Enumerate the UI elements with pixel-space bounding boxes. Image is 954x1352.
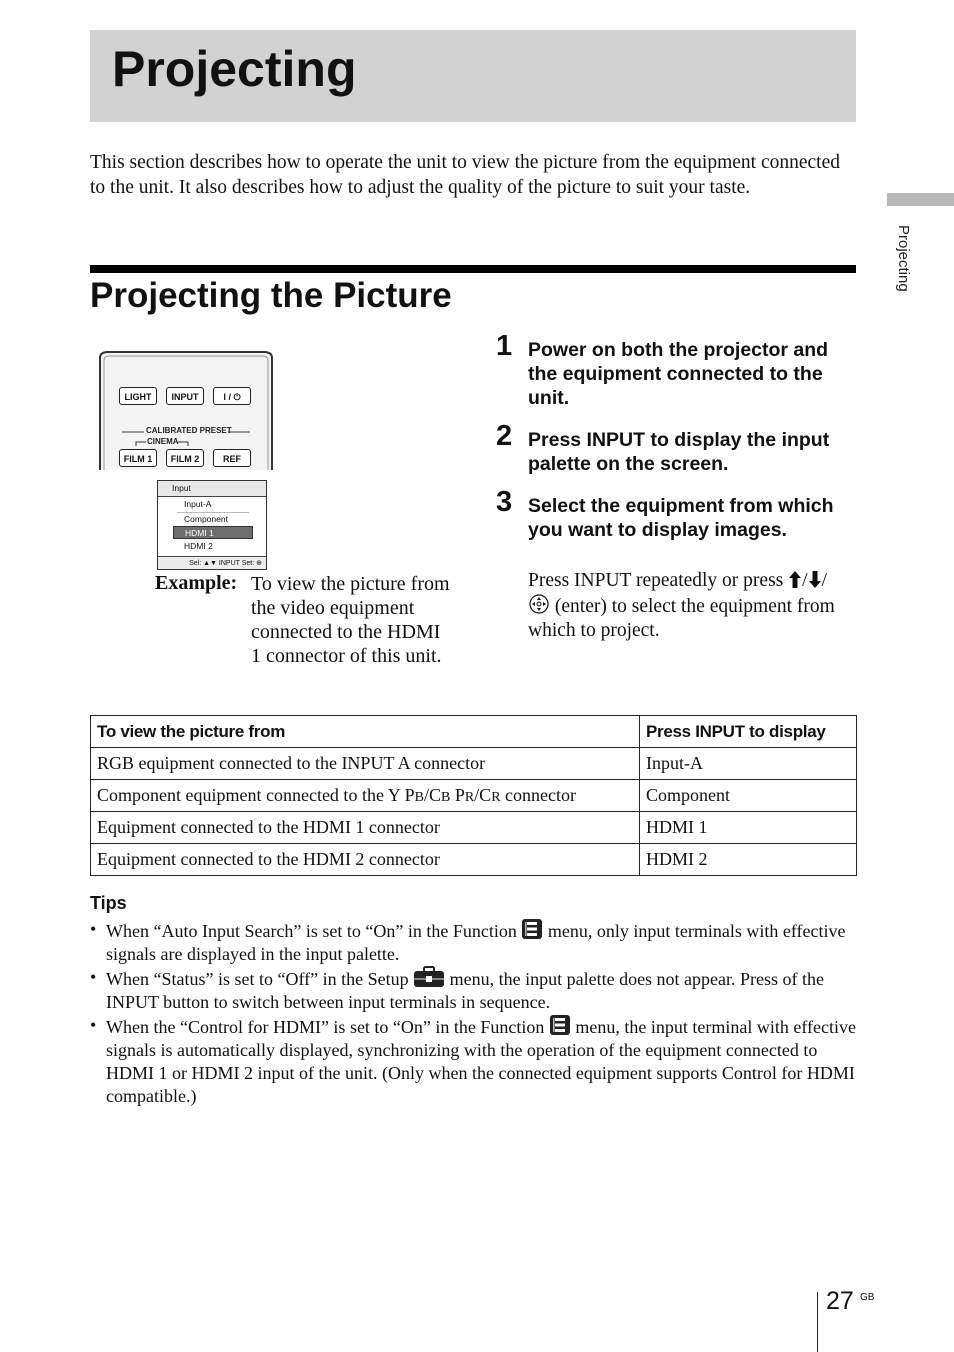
component-text-3: P bbox=[450, 785, 465, 805]
component-text-pb: B bbox=[414, 790, 424, 805]
list-item bbox=[90, 1014, 860, 1108]
table-row bbox=[91, 844, 857, 876]
component-text-2: /C bbox=[423, 785, 441, 805]
table-cell-display: Input-A bbox=[640, 748, 857, 780]
arrow-down-icon bbox=[808, 570, 822, 589]
input-source-table bbox=[90, 715, 857, 876]
tips-list bbox=[90, 918, 860, 1108]
list-item bbox=[90, 918, 860, 966]
tip-text-after: menu, only input terminals with effective signals are displayed in the input palette. bbox=[106, 921, 846, 964]
page-number: 27 bbox=[826, 1287, 854, 1315]
palette-item-hdmi2: HDMI 2 bbox=[184, 541, 213, 551]
input-palette-illustration bbox=[157, 480, 267, 570]
example-text: To view the picture from the video equipment connected to the HDMI 1 connector of this unit. bbox=[251, 573, 450, 667]
function-menu-icon bbox=[521, 918, 543, 940]
table-header-row bbox=[91, 716, 857, 748]
step-1-title: Power on both the projector and the equipment connected to the unit. bbox=[528, 339, 829, 409]
remote-power-button: I / ⏻ bbox=[213, 387, 251, 405]
component-text-cr: R bbox=[491, 790, 501, 805]
step-3-number: 3 bbox=[496, 486, 513, 518]
table-header-display: Press INPUT to display bbox=[640, 716, 857, 748]
remote-light-button: LIGHT bbox=[119, 387, 157, 405]
step-3-slash-2: / bbox=[821, 570, 827, 591]
list-item bbox=[90, 966, 860, 1014]
section-rule bbox=[90, 265, 856, 273]
step-1-number: 1 bbox=[496, 330, 513, 362]
component-text-4: /C bbox=[474, 785, 492, 805]
table-cell-display: HDMI 1 bbox=[640, 812, 857, 844]
remote-calibrated-preset-label: CALIBRATED PRESET bbox=[146, 426, 232, 435]
page-title: Projecting bbox=[112, 41, 357, 97]
arrow-up-icon bbox=[788, 570, 802, 589]
setup-menu-icon bbox=[413, 966, 445, 988]
remote-cinema-label: CINEMA bbox=[147, 437, 179, 446]
table-row bbox=[91, 748, 857, 780]
component-text-cb: B bbox=[440, 790, 451, 805]
table-header-source: To view the picture from bbox=[91, 716, 640, 748]
tip-text-after: menu, the input terminal with effective signals is automatically displayed, synchronizing with the operation of the equipment connected to HDMI 1 or HDMI 2 input of the unit. (Only when the connected equipment supports Control for HDMI compatible.) bbox=[106, 1017, 857, 1106]
example-label: Example: bbox=[155, 572, 238, 594]
table-cell-source: Equipment connected to the HDMI 1 connector bbox=[91, 812, 640, 844]
tip-text-before: When “Auto Input Search” is set to “On” in the Function bbox=[106, 921, 522, 941]
palette-item-hdmi1-selected: HDMI 1 bbox=[173, 526, 253, 539]
component-text-1: Component equipment connected to the Y P bbox=[97, 785, 415, 805]
tip-text-before: When the “Control for HDMI” is set to “On” in the Function bbox=[106, 1017, 549, 1037]
side-tab-marker bbox=[887, 193, 954, 206]
component-text-pr: R bbox=[464, 790, 475, 805]
remote-input-button: INPUT bbox=[166, 387, 204, 405]
function-menu-icon bbox=[549, 1014, 571, 1036]
step-2-title: Press INPUT to display the input palette on the screen. bbox=[528, 429, 830, 475]
step-3-body bbox=[528, 569, 863, 643]
step-3-body-text-1: Press INPUT repeatedly or press bbox=[528, 570, 789, 591]
component-text-5: connector bbox=[500, 785, 576, 805]
bullet: • bbox=[90, 919, 97, 939]
palette-header: Input bbox=[158, 481, 266, 497]
remote-ref-button: REF bbox=[213, 449, 251, 467]
palette-item-component: Component bbox=[184, 514, 228, 524]
page-region-code: GB bbox=[860, 1292, 875, 1303]
side-section-label: Projecting bbox=[895, 225, 912, 292]
enter-button-icon bbox=[528, 593, 550, 615]
palette-item-input-a: Input-A bbox=[184, 499, 212, 509]
tips-heading: Tips bbox=[90, 893, 127, 913]
step-2-number: 2 bbox=[496, 420, 513, 452]
step-3-slash-1: / bbox=[802, 570, 808, 591]
table-cell-source bbox=[91, 780, 640, 812]
table-cell-source: RGB equipment connected to the INPUT A connector bbox=[91, 748, 640, 780]
intro-paragraph: This section describes how to operate the unit to view the picture from the equipment connected to the unit. It also describes how to adjust the quality of the picture to suit your taste. bbox=[90, 152, 840, 198]
table-row bbox=[91, 812, 857, 844]
tip-text-after: menu, the input palette does not appear. Press of the INPUT button to switch between input terminals in sequence. bbox=[106, 969, 825, 1012]
step-3-body-text-2: (enter) to select the equipment from which to project. bbox=[528, 596, 835, 641]
remote-control-illustration bbox=[98, 350, 274, 470]
table-cell-display: Component bbox=[640, 780, 857, 812]
remote-film1-button: FILM 1 bbox=[119, 449, 157, 467]
remote-film2-button: FILM 2 bbox=[166, 449, 204, 467]
palette-footer: Sel: ▲▼ INPUT Set: ⊕ bbox=[158, 556, 266, 569]
table-cell-display: HDMI 2 bbox=[640, 844, 857, 876]
table-row bbox=[91, 780, 857, 812]
table-cell-source: Equipment connected to the HDMI 2 connector bbox=[91, 844, 640, 876]
step-3-title: Select the equipment from which you want to display images. bbox=[528, 495, 834, 541]
page-number-rule bbox=[817, 1292, 818, 1352]
bullet: • bbox=[90, 967, 97, 987]
tip-text-before: When “Status” is set to “Off” in the Setup bbox=[106, 969, 414, 989]
bullet: • bbox=[90, 1015, 97, 1035]
section-title: Projecting the Picture bbox=[90, 276, 452, 315]
